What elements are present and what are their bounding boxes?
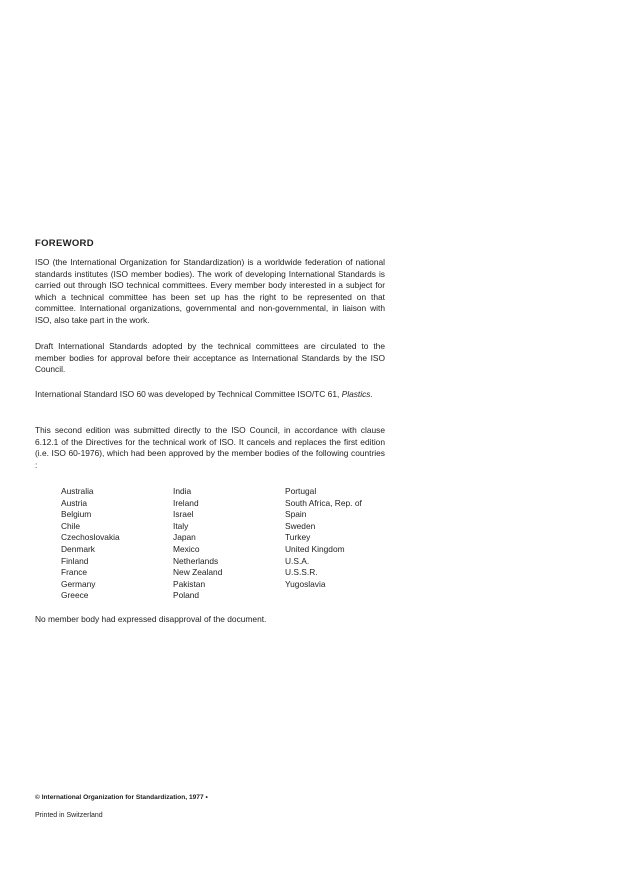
country-item: Belgium (61, 509, 92, 520)
country-item: New Zealand (173, 567, 223, 578)
country-item: Netherlands (173, 555, 219, 566)
country-list (61, 486, 391, 602)
country-item: Spain (285, 509, 307, 520)
printed-location: Printed in Switzerland (35, 812, 103, 819)
country-item: Israel (173, 509, 194, 520)
foreword-paragraph-3 (35, 389, 385, 401)
country-column-1 (61, 486, 173, 602)
country-item: France (61, 567, 88, 578)
country-item: Denmark (61, 543, 95, 554)
country-item: Ireland (173, 497, 199, 508)
country-item: South Africa, Rep. of (285, 497, 362, 508)
country-item: U.S.S.R. (285, 567, 318, 578)
country-item: Finland (61, 555, 89, 566)
country-item: Austria (61, 497, 88, 508)
country-item: Germany (61, 578, 96, 589)
foreword-paragraph-2: Draft International Standards adopted by the technical committees are circulated to the member bodies for approval before their acceptance as International Standards by the ISO Council. (35, 341, 385, 375)
country-item: Yugoslavia (285, 578, 326, 589)
country-item: India (173, 486, 192, 496)
country-item: Greece (61, 590, 89, 601)
country-item: Portugal (285, 486, 317, 496)
committee-title: Plastics. (341, 389, 373, 399)
foreword-paragraph-1: ISO (the International Organization for Standardization) is a worldwide federation of national standards institutes (ISO member bodies). The work of developing International Standards is carried out through ISO technical committees. Every member body interested in a subject for which a technical committee has been set up has the right to be represented on that committee. International organizations, governmental and non-governmental, in liaison with ISO, also take part in the work. (35, 257, 385, 325)
country-item: Czechoslovakia (61, 532, 120, 543)
foreword-paragraph-5: No member body had expressed disapproval of the document. (35, 614, 267, 624)
country-item: Chile (61, 520, 81, 531)
country-column-3 (285, 486, 395, 602)
country-item: Sweden (285, 520, 316, 531)
country-item: Italy (173, 520, 189, 531)
foreword-heading: FOREWORD (35, 238, 94, 249)
country-column-2 (173, 486, 285, 602)
country-item: Japan (173, 532, 196, 543)
country-item: Pakistan (173, 578, 206, 589)
country-item: Poland (173, 590, 200, 601)
country-item: Australia (61, 486, 94, 496)
country-item: United Kingdom (285, 543, 345, 554)
country-item: Mexico (173, 543, 200, 554)
foreword-paragraph-4: This second edition was submitted directly to the ISO Council, in accordance with clause 6.12.1 of the Directives for the technical work of ISO. It cancels and replaces the first edition (i.e. ISO 60-1976), which had been approved by the member bodies of the following countries : (35, 425, 385, 470)
copyright-notice: © International Organization for Standardization, 1977 • (35, 794, 208, 801)
paragraph-3-text: International Standard ISO 60 was developed by Technical Committee ISO/TC 61, (35, 389, 340, 399)
country-item: Turkey (285, 532, 311, 543)
country-item: U.S.A. (285, 555, 310, 566)
